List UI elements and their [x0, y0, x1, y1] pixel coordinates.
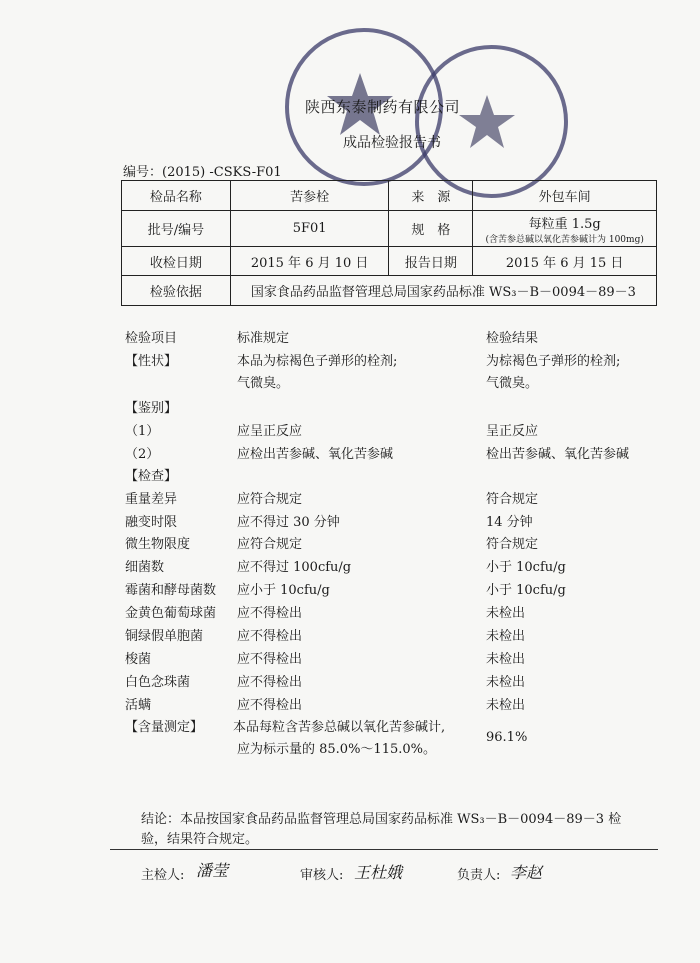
table-row [125, 511, 685, 531]
conclusion-line-1: 结论：本品按国家食品药品监督管理总局国家药品标准 WS₃－B－0094－89－3 检 [141, 812, 622, 827]
assay-row-2 [125, 730, 685, 758]
row-standard: 应不得过 30 分钟 [237, 515, 340, 530]
product-label: 检品名称 [122, 181, 231, 211]
row-item: 细菌数 [125, 560, 165, 575]
row-result: 小于 10cfu/g [486, 583, 566, 598]
batch-label: 批号/编号 [122, 211, 231, 247]
row-result: 未检出 [486, 652, 526, 667]
row-item: 霉菌和酵母菌数 [125, 583, 217, 598]
divider [110, 849, 658, 850]
report-code: 编号：(2015) -CSKS-F01 [123, 165, 282, 180]
report-title: 成品检验报告书 [343, 135, 441, 151]
reviewer-label: 审核人: [300, 868, 344, 883]
table-row [125, 397, 685, 417]
basis-value: 国家食品药品监督管理总局国家药品标准 WS₃－B－0094－89－3 [230, 276, 656, 306]
row-item: 【检查】 [125, 469, 178, 484]
table-row [125, 625, 685, 645]
inspector-signature: 潘莹 [196, 861, 229, 880]
row-result: 14 分钟 [486, 515, 533, 530]
row-standard: 气微臭。 [237, 376, 290, 391]
report-date-label: 报告日期 [389, 247, 473, 276]
row-item: （2） [125, 447, 160, 462]
product-value: 苦参栓 [230, 181, 389, 211]
recv-label: 收检日期 [122, 247, 231, 276]
table-row [125, 648, 685, 668]
table-row [125, 556, 685, 576]
inspector-label: 主检人: [141, 868, 185, 883]
row-standard: 应不得检出 [237, 698, 303, 713]
row-item: （1） [125, 424, 160, 439]
company-name: 陕西东泰制药有限公司 [305, 98, 461, 116]
reviewer-signature: 王杜娥 [354, 863, 403, 882]
responsible-signature: 李赵 [510, 863, 543, 882]
table-row [125, 488, 685, 508]
row-result: 未检出 [486, 606, 526, 621]
row-result: 检出苦参碱、氧化苦参碱 [486, 447, 630, 462]
star-icon [415, 45, 560, 190]
table-row [125, 533, 685, 553]
header-standard: 标准规定 [237, 331, 290, 346]
row-result: 为棕褐色子弹形的栓剂; [486, 354, 621, 369]
row-standard: 应不得检出 [237, 606, 303, 621]
spec-label: 规 格 [389, 211, 473, 247]
row-item: 融变时限 [125, 515, 178, 530]
row-result: 未检出 [486, 698, 526, 713]
row-item: 【鉴别】 [125, 401, 178, 416]
row-standard: 应不得检出 [237, 675, 303, 690]
row-result: 呈正反应 [486, 424, 539, 439]
row-item: 白色念珠菌 [125, 675, 191, 690]
conclusion-line-2: 验，结果符合规定。 [141, 832, 259, 847]
row-item: 重量差异 [125, 492, 178, 507]
row-item: 铜绿假单胞菌 [125, 629, 204, 644]
spec-note: (含苦参总碱以氧化苦参碱计为 100mg) [485, 234, 644, 245]
source-value: 外包车间 [473, 181, 657, 211]
assay-standard-2: 应为标示量的 85.0%～115.0%。 [237, 742, 436, 757]
row-standard: 应符合规定 [237, 492, 303, 507]
row-standard: 应不得检出 [237, 629, 303, 644]
row-standard: 本品为棕褐色子弹形的栓剂; [237, 354, 398, 369]
assay-result: 96.1% [486, 730, 528, 745]
table-row [125, 372, 685, 392]
row-standard: 应符合规定 [237, 537, 303, 552]
header-result: 检验结果 [486, 331, 539, 346]
responsible-label: 负责人: [457, 868, 501, 883]
row-result: 符合规定 [486, 492, 539, 507]
row-result: 未检出 [486, 629, 526, 644]
row-standard: 应不得过 100cfu/g [237, 560, 352, 575]
table-row [125, 443, 685, 463]
spec-cell [473, 211, 657, 247]
row-item: 活螨 [125, 698, 152, 713]
spec-value: 每粒重 1.5g [528, 216, 601, 232]
assay-standard-1: 本品每粒含苦参总碱以氧化苦参碱计, [233, 720, 446, 735]
report-date-value: 2015 年 6 月 15 日 [473, 247, 657, 276]
results-header [125, 327, 685, 347]
qc-seal-right [415, 45, 568, 198]
table-row [125, 602, 685, 622]
row-item: 【性状】 [125, 354, 178, 369]
row-standard: 应不得检出 [237, 652, 303, 667]
table-row [125, 350, 685, 370]
row-standard: 应呈正反应 [237, 424, 303, 439]
source-label: 来 源 [389, 181, 473, 211]
row-result: 小于 10cfu/g [486, 560, 566, 575]
batch-value: 5F01 [230, 211, 389, 247]
assay-item: 【含量测定】 [125, 720, 204, 735]
table-row [125, 579, 685, 599]
table-row [125, 465, 685, 485]
row-item: 微生物限度 [125, 537, 191, 552]
row-result: 未检出 [486, 675, 526, 690]
table-row [125, 671, 685, 691]
row-result: 气微臭。 [486, 376, 539, 391]
header-item: 检验项目 [125, 331, 178, 346]
row-standard: 应检出苦参碱、氧化苦参碱 [237, 447, 394, 462]
recv-value: 2015 年 6 月 10 日 [230, 247, 389, 276]
row-item: 金黄色葡萄球菌 [125, 606, 217, 621]
basis-label: 检验依据 [122, 276, 231, 306]
table-row [125, 420, 685, 440]
row-result: 符合规定 [486, 537, 539, 552]
assay-row [125, 716, 685, 736]
info-table [121, 180, 657, 306]
table-row [125, 694, 685, 714]
row-standard: 应小于 10cfu/g [237, 583, 330, 598]
row-item: 梭菌 [125, 652, 152, 667]
